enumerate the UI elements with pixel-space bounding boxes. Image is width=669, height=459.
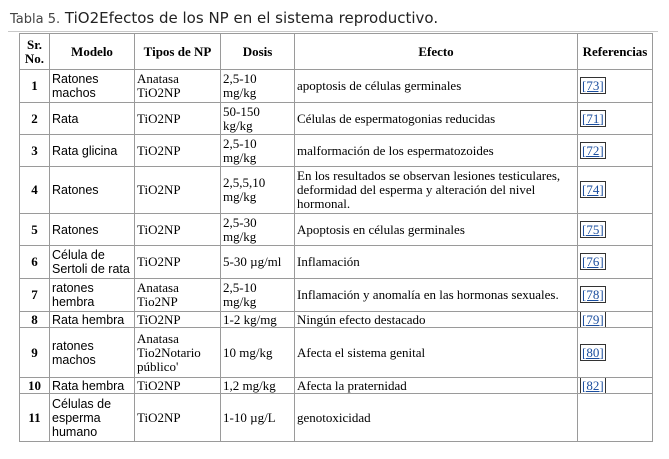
cell-efecto: Inflamación [295,246,578,279]
header-dosis: Dosis [221,34,295,70]
reference-link[interactable]: [71] [582,110,604,126]
cell-efecto: Ningún efecto destacado [295,312,578,328]
cell-dosis: 2,5,5,10 mg/kg [221,167,295,214]
cell-dosis: 2,5-10 mg/kg [221,135,295,167]
cell-no: 10 [20,378,50,394]
cell-no: 3 [20,135,50,167]
cell-efecto: malformación de los espermatozoides [295,135,578,167]
header-modelo: Modelo [50,34,135,70]
cell-efecto: genotoxicidad [295,394,578,442]
cell-dosis: 1-10 µg/L [221,394,295,442]
cell-efecto: Inflamación y anomalía en las hormonas sexuales. [295,279,578,312]
cell-dosis: 50-150 kg/kg [221,103,295,135]
header-referencias: Referencias [578,34,653,70]
table-row [20,214,653,246]
table-row [20,312,653,328]
reference-link[interactable]: [73] [582,78,604,93]
cell-ref [578,214,653,246]
cell-ref [578,378,653,394]
cell-no: 8 [20,312,50,328]
cell-ref [578,279,653,312]
table-row [20,328,653,378]
cell-modelo: Rata [50,103,135,135]
cell-dosis: 1,2 mg/kg [221,378,295,394]
table-row [20,246,653,279]
table-row [20,135,653,167]
cell-no: 9 [20,328,50,378]
header-tipos: Tipos de NP [135,34,221,70]
cell-efecto: apoptosis de células germinales [295,70,578,103]
cell-efecto: Afecta la praternidad [295,378,578,394]
cell-tipos: TiO2NP [135,394,221,442]
cell-ref [578,312,653,328]
caption-label: Tabla 5. [10,12,61,27]
table-row [20,394,653,442]
reference-link[interactable]: [82] [582,377,604,393]
cell-modelo: ratones machos [50,328,135,378]
cell-ref [578,246,653,279]
cell-efecto: Apoptosis en células germinales [295,214,578,246]
table-row [20,167,653,214]
cell-modelo: Célula de Sertoli de rata [50,246,135,279]
cell-tipos: Anatasa Tio2Notario público' [135,328,221,378]
table-row [20,279,653,312]
header-sr-no: Sr. No. [20,34,50,70]
caption-title: TiO2Efectos de los NP en el sistema reproductivo. [64,9,439,27]
cell-tipos: TiO2NP [135,167,221,214]
table-row [20,103,653,135]
table-caption [10,9,438,29]
cell-no: 7 [20,279,50,312]
reproductive-effects-table [19,33,653,442]
cell-ref [578,103,653,135]
cell-modelo: Rata glicina [50,135,135,167]
table-row [20,70,653,103]
cell-tipos: Anatasa Tio2NP [135,279,221,312]
divider [8,31,658,32]
cell-no: 6 [20,246,50,279]
cell-tipos: TiO2NP [135,312,221,328]
cell-efecto: Células de espermatogonias reducidas [295,103,578,135]
header-efecto: Efecto [295,34,578,70]
cell-tipos: TiO2NP [135,135,221,167]
cell-tipos: TiO2NP [135,103,221,135]
cell-no: 11 [20,394,50,442]
cell-no: 4 [20,167,50,214]
cell-ref [578,70,653,103]
cell-tipos: TiO2NP [135,214,221,246]
cell-modelo: Ratones machos [50,70,135,103]
cell-modelo: Células de esperma humano [50,394,135,442]
cell-tipos: Anatasa TiO2NP [135,70,221,103]
cell-efecto: En los resultados se observan lesiones testiculares, deformidad del esperma y alteración del nivel hormonal. [295,167,578,214]
cell-dosis: 2,5-30 mg/kg [221,214,295,246]
cell-dosis: 5-30 µg/ml [221,246,295,279]
cell-modelo: ratones hembra [50,279,135,312]
header-row [20,34,653,70]
cell-no: 1 [20,70,50,103]
cell-modelo: Rata hembra [50,312,135,328]
reference-link[interactable]: [75] [582,221,604,237]
cell-tipos: TiO2NP [135,378,221,394]
cell-no: 2 [20,103,50,135]
cell-dosis: 10 mg/kg [221,328,295,378]
cell-no: 5 [20,214,50,246]
cell-dosis: 2,5-10 mg/kg [221,70,295,103]
reference-link[interactable]: [74] [582,182,604,197]
cell-tipos: TiO2NP [135,246,221,279]
cell-dosis: 2,5-10 mg/kg [221,279,295,312]
reference-link[interactable]: [76] [582,254,604,269]
reference-link[interactable]: [80] [582,344,604,360]
cell-modelo: Rata hembra [50,378,135,394]
reference-link[interactable]: [72] [582,142,604,158]
table-row [20,378,653,394]
cell-ref [578,328,653,378]
cell-ref [578,135,653,167]
cell-ref [578,394,653,442]
reference-link[interactable]: [78] [582,287,604,302]
cell-efecto: Afecta el sistema genital [295,328,578,378]
cell-ref [578,167,653,214]
cell-modelo: Ratones [50,214,135,246]
cell-dosis: 1-2 kg/mg [221,312,295,328]
cell-modelo: Ratones [50,167,135,214]
reference-link[interactable]: [79] [582,311,604,327]
